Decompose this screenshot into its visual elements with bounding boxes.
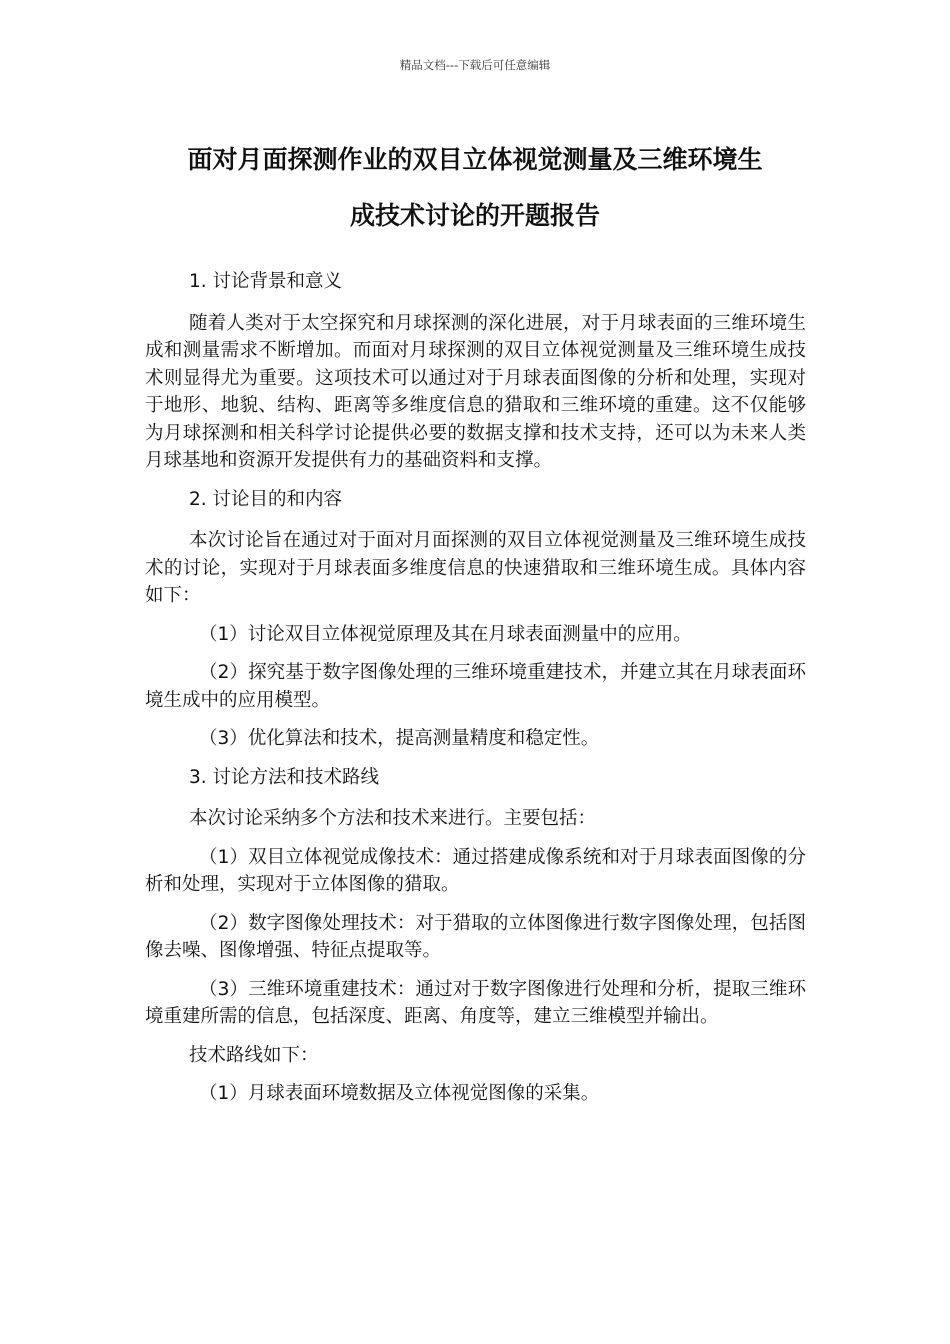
section-3-paragraph: 本次讨论采纳多个方法和技术来进行。主要包括： (189, 808, 597, 829)
section-3-item-3: （3）三维环境重建技术：通过对于数字图像进行处理和分析，提取三维环境重建所需的信息，包括深度、距离、角度等，建立三维模型并输出。 (145, 978, 806, 1027)
section-3-item-2: （2）数字图像处理技术：对于猎取的立体图像进行数字图像处理，包括图像去噪、图像增强、特征点提取等。 (145, 912, 806, 961)
section-2-item-2: （2）探究基于数字图像处理的三维环境重建技术，并建立其在月球表面环境生成中的应用模型。 (145, 662, 806, 711)
section-2-heading: 2. 讨论目的和内容 (189, 488, 343, 510)
document-body (145, 268, 806, 1119)
title-line-1: 面对月面探测作业的双目立体视觉测量及三维环境生 (187, 145, 763, 174)
section-1-heading: 1. 讨论背景和意义 (189, 271, 343, 292)
route-intro: 技术路线如下： (189, 1044, 319, 1066)
document-title (140, 132, 810, 244)
section-2-paragraph: 本次讨论旨在通过对于面对月面探测的双目立体视觉测量及三维环境生成技术的讨论，实现对于月球表面多维度信息的快速猎取和三维环境生成。具体内容如下： (145, 530, 806, 606)
section-1-paragraph: 随着人类对于太空探究和月球探测的深化进展，对于月球表面的三维环境生成和测量需求不断增加。而面对月球探测的双目立体视觉测量及三维环境生成技术则显得尤为重要。这项技术可以通过对于月球表面图像的分析和处理，实现对于地形、地貌、结构、距离等多维度信息的猎取和三维环境的重建。这不仅能够为月球探测和相关科学讨论提供必要的数据支撑和技术支持，还可以为未来人类月球基地和资源开发提供有力的基础资料和支撑。 (145, 312, 806, 471)
page-header: 精品文档---下载后可任意编辑 (399, 58, 551, 72)
section-3-item-1: （1）双目立体视觉成像技术：通过搭建成像系统和对于月球表面图像的分析和处理，实现对于立体图像的猎取。 (145, 846, 806, 895)
route-item-1: （1）月球表面环境数据及立体视觉图像的采集。 (199, 1083, 600, 1104)
section-2-item-3: （3）优化算法和技术，提高测量精度和稳定性。 (199, 728, 600, 749)
title-line-2: 成技术讨论的开题报告 (349, 201, 600, 230)
section-3-heading: 3. 讨论方法和技术路线 (189, 766, 380, 788)
section-2-item-1: （1）讨论双目立体视觉原理及其在月球表面测量中的应用。 (199, 623, 692, 645)
